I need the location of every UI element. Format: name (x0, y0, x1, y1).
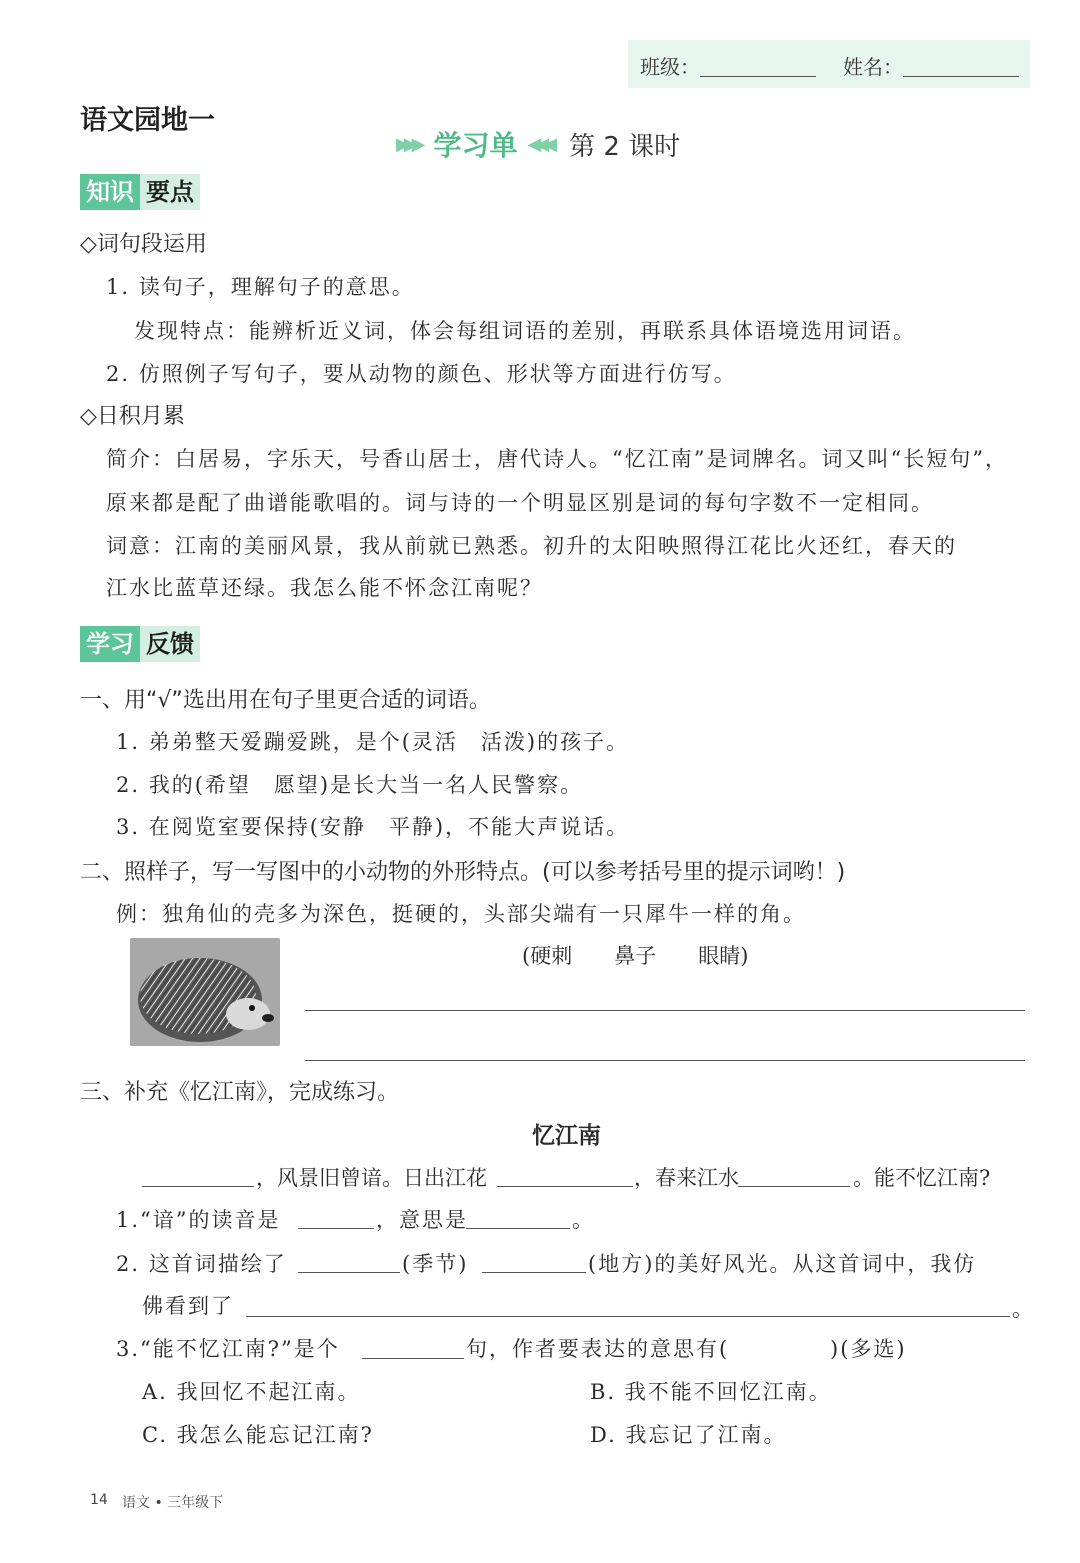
worksheet-banner (396, 124, 680, 164)
question-1-title: 一、用“√”选出用在句子里更合适的词语。 (80, 688, 491, 713)
banner-label: 学习单 (433, 129, 518, 162)
scene-blank[interactable] (246, 1316, 1010, 1317)
sub-question-3-a: 3.“能不忆江南?”是个 (116, 1337, 340, 1361)
place-blank[interactable] (482, 1272, 586, 1273)
class-label: 班级： (640, 55, 700, 79)
poem-blank-3[interactable] (738, 1186, 850, 1187)
poet-intro-line-1: 简介：白居易，字乐天，号香山居士，唐代诗人。“忆江南”是词牌名。词又叫“长短句”， (106, 447, 1008, 471)
sub-question-1-end: 。 (572, 1208, 593, 1232)
knowledge-heading-b: 要点 (140, 174, 200, 210)
answer-line-1[interactable] (305, 1010, 1025, 1011)
unit-title: 语文园地一 (80, 105, 215, 136)
knowledge-item-1: 1. 读句子，理解句子的意思。 (106, 275, 415, 299)
arrow-right-icon: ▶▶▶ (396, 133, 420, 155)
poem-part-2: ，春来江水 (634, 1166, 739, 1190)
sub-question-1-b: ，意思是 (376, 1208, 468, 1232)
question-2-example: 例：独角仙的壳多为深色，挺硬的，头部尖端有一只犀牛一样的角。 (116, 902, 806, 926)
sub-question-2-a: 2. 这首词描绘了 (116, 1252, 287, 1276)
poet-intro-line-2: 原来都是配了曲谱能歌唱的。词与诗的一个明显区别是词的每句字数不一定相同。 (106, 491, 934, 515)
question-3-title: 三、补充《忆江南》，完成练习。 (80, 1080, 400, 1105)
option-b[interactable]: B. 我不能不回忆江南。 (590, 1380, 832, 1404)
feedback-heading (80, 626, 200, 662)
sub-question-2-end: 。 (1012, 1297, 1033, 1321)
arrow-left-icon: ◀◀◀ (527, 133, 552, 155)
meaning-line-2: 江水比蓝草还绿。我怎么能不怀念江南呢？ (106, 576, 543, 600)
knowledge-item-1-note: 发现特点：能辨析近义词，体会每组词语的差别，再联系具体语境选用词语。 (134, 319, 916, 343)
knowledge-heading (80, 174, 200, 210)
feedback-heading-b: 反馈 (140, 626, 200, 662)
option-c[interactable]: C. 我怎么能忘记江南? (142, 1423, 374, 1447)
subheading-usage: ◇词句段运用 (80, 232, 207, 257)
meaning-blank[interactable] (466, 1228, 570, 1229)
pronunciation-blank[interactable] (298, 1228, 374, 1229)
sub-question-2-c: (地方)的美好风光。从这首词中，我仿 (588, 1252, 977, 1276)
option-d[interactable]: D. 我忘记了江南。 (590, 1423, 787, 1447)
meaning-line-1: 词意：江南的美丽风景，我从前就已熟悉。初升的太阳映照得江花比火还红，春天的 (106, 534, 957, 558)
answer-line-2[interactable] (305, 1060, 1025, 1061)
sub-question-2-d: 佛看到了 (142, 1294, 234, 1318)
question-1-item-2[interactable]: 2. 我的(希望 愿望)是长大当一名人民警察。 (116, 773, 584, 797)
poem-title: 忆江南 (532, 1123, 601, 1149)
sub-question-1-a: 1.“谙”的读音是 (116, 1208, 281, 1232)
question-2-hints: (硬刺 鼻子 眼睛) (522, 944, 749, 968)
option-a[interactable]: A. 我回忆不起江南。 (142, 1380, 361, 1404)
question-1-item-1[interactable]: 1. 弟弟整天爱蹦爱跳，是个(灵活 活泼)的孩子。 (116, 730, 630, 754)
poem-blank-1[interactable] (142, 1186, 254, 1187)
feedback-heading-a: 学习 (80, 626, 140, 662)
book-label: 语文 • 三年级下 (122, 1495, 224, 1511)
poem-part-3: 。能不忆江南? (853, 1166, 991, 1190)
subheading-daily: ◇日积月累 (80, 404, 185, 429)
knowledge-heading-a: 知识 (80, 174, 140, 210)
season-blank[interactable] (298, 1272, 400, 1273)
name-label: 姓名： (843, 55, 903, 79)
sentence-type-blank[interactable] (362, 1358, 464, 1359)
poem-blank-2[interactable] (497, 1186, 633, 1187)
sub-question-2-b: (季节) (402, 1252, 469, 1276)
knowledge-item-2: 2. 仿照例子写句子，要从动物的颜色、形状等方面进行仿写。 (106, 362, 737, 386)
hedgehog-image (130, 938, 280, 1046)
sub-question-3-c: )(多选) (830, 1337, 907, 1361)
question-2-title: 二、照样子，写一写图中的小动物的外形特点。(可以参考括号里的提示词哟！) (80, 860, 846, 885)
lesson-number: 第 2 课时 (569, 131, 681, 162)
poem-part-1: ，风景旧曾谙。日出江花 (256, 1166, 487, 1190)
question-1-item-3[interactable]: 3. 在阅览室要保持(安静 平静)，不能大声说话。 (116, 815, 630, 839)
class-input-line[interactable] (700, 76, 816, 77)
sub-question-3-b: 句，作者要表达的意思有( (466, 1337, 730, 1361)
page-number: 14 (90, 1492, 108, 1508)
name-input-line[interactable] (903, 76, 1019, 77)
